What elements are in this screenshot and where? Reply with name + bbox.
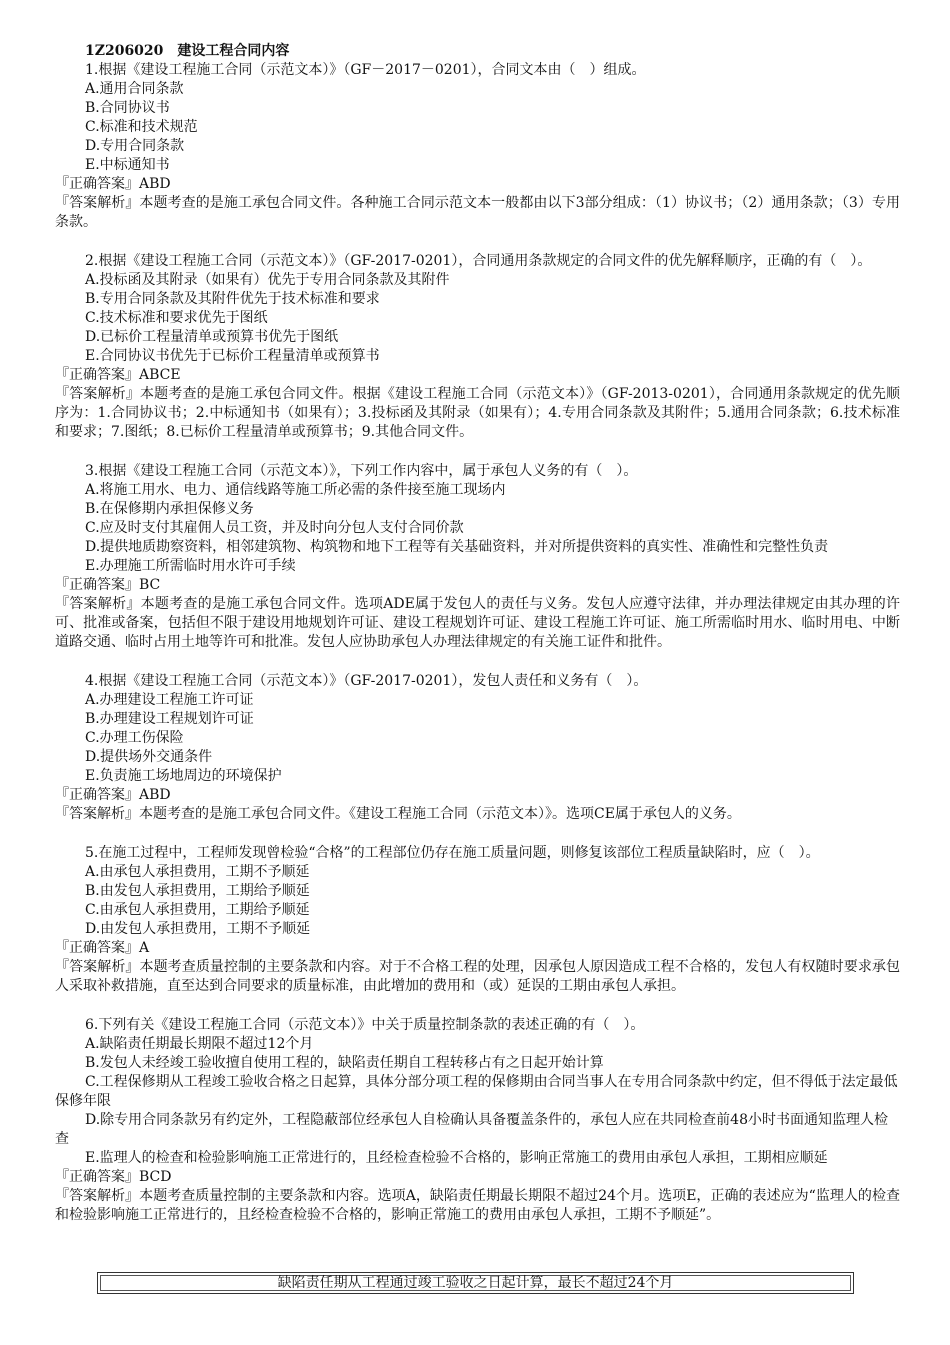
- option-c: C.由承包人承担费用，工期给予顺延: [85, 902, 310, 918]
- question-4: [55, 672, 900, 824]
- correct-answer: 『正确答案』ABCE: [55, 367, 181, 383]
- correct-answer: 『正确答案』BCD: [55, 1169, 172, 1185]
- question-text: 5.在施工过程中，工程师发现曾检验“合格”的工程部位仍存在施工质量问题，则修复该部位工程质量缺陷时，应（ ）。: [85, 845, 820, 861]
- section-code: 1Z206020: [85, 43, 164, 59]
- document-page: [55, 42, 900, 1245]
- option-e: E.合同协议书优先于已标价工程量清单或预算书: [85, 348, 380, 364]
- summary-note-box: 缺陷责任期从工程通过竣工验收之日起计算，最长不超过24个月: [97, 1272, 854, 1294]
- option-a: A.缺陷责任期最长期限不超过12个月: [85, 1036, 314, 1052]
- option-c: C.技术标准和要求优先于图纸: [85, 310, 268, 326]
- option-c: C.工程保修期从工程竣工验收合格之日起算，具体分部分项工程的保修期由合同当事人在专用合同条款中约定，但不得低于法定最低保修年限: [55, 1074, 898, 1109]
- option-b: B.办理建设工程规划许可证: [85, 711, 254, 727]
- option-d: D.由发包人承担费用，工期不予顺延: [85, 921, 311, 937]
- option-d: D.已标价工程量清单或预算书优先于图纸: [85, 329, 339, 345]
- answer-analysis: 『答案解析』本题考查的是施工承包合同文件。选项ADE属于发包人的责任与义务。发包人应遵守法律，并办理法律规定由其办理的许可、批准或备案，包括但不限于建设用地规划许可证、建设工程规划许可证、建设工程施工许可证、施工所需临时用水、临时用电、中断道路交通、临时占用土地等许可和批准。发包人应协助承包人办理法律规定的有关施工证件和批件。: [55, 596, 900, 650]
- question-text: 3.根据《建设工程施工合同（示范文本）》，下列工作内容中，属于承包人义务的有（ ）。: [85, 463, 638, 479]
- option-c: C.应及时支付其雇佣人员工资，并及时向分包人支付合同价款: [85, 520, 464, 536]
- answer-analysis: 『答案解析』本题考查质量控制的主要条款和内容。选项A，缺陷责任期最长期限不超过24个月。选项E，正确的表述应为“监理人的检查和检验影响施工正常进行的，且经检查检验不合格的，影响正常施工的费用由承包人承担，工期不予顺延”。: [55, 1188, 900, 1223]
- option-c: C.标准和技术规范: [85, 119, 198, 135]
- option-a: A.投标函及其附录（如果有）优先于专用合同条款及其附件: [85, 272, 450, 288]
- question-text: 2.根据《建设工程施工合同（示范文本）》（GF-2017-0201），合同通用条款规定的合同文件的优先解释顺序，正确的有（ ）。: [85, 253, 872, 269]
- answer-analysis: 『答案解析』本题考查质量控制的主要条款和内容。对于不合格工程的处理，因承包人原因造成工程不合格的，发包人有权随时要求承包人采取补救措施，直至达到合同要求的质量标准，由此增加的费用和（或）延误的工期由承包人承担。: [55, 959, 900, 994]
- option-a: A.由承包人承担费用，工期不予顺延: [85, 864, 310, 880]
- question-1: [55, 61, 900, 232]
- option-a: A.通用合同条款: [85, 81, 184, 97]
- option-d: D.除专用合同条款另有约定外，工程隐蔽部位经承包人自检确认具备覆盖条件的，承包人应在共同检查前48小时书面通知监理人检查: [55, 1112, 888, 1147]
- correct-answer: 『正确答案』A: [55, 940, 150, 956]
- question-3: [55, 462, 900, 652]
- question-6: [55, 1016, 900, 1225]
- option-b: B.合同协议书: [85, 100, 170, 116]
- answer-analysis: 『答案解析』本题考查的是施工承包合同文件。根据《建设工程施工合同（示范文本）》（GF-2013-0201），合同通用条款规定的优先顺序为：1.合同协议书；2.中标通知书（如果有）；3.投标函及其附录（如果有）；4.专用合同条款及其附件；5.通用合同条款；6.技术标准和要求；7.图纸；8.已标价工程量清单或预算书；9.其他合同文件。: [55, 386, 900, 440]
- question-text: 4.根据《建设工程施工合同（示范文本）》（GF-2017-0201），发包人责任和义务有（ ）。: [85, 673, 648, 689]
- section-name: 建设工程合同内容: [177, 43, 290, 59]
- option-a: A.将施工用水、电力、通信线路等施工所必需的条件接至施工现场内: [85, 482, 506, 498]
- section-title: [85, 42, 900, 61]
- option-b: B.在保修期内承担保修义务: [85, 501, 254, 517]
- question-2: [55, 252, 900, 442]
- question-5: [55, 844, 900, 996]
- option-b: B.发包人未经竣工验收擅自使用工程的，缺陷责任期自工程转移占有之日起开始计算: [85, 1055, 604, 1071]
- option-b: B.专用合同条款及其附件优先于技术标准和要求: [85, 291, 380, 307]
- answer-analysis: 『答案解析』本题考查的是施工承包合同文件。各种施工合同示范文本一般都由以下3部分组成：（1）协议书；（2）通用条款；（3）专用条款。: [55, 195, 900, 230]
- option-c: C.办理工伤保险: [85, 730, 184, 746]
- option-a: A.办理建设工程施工许可证: [85, 692, 254, 708]
- option-e: E.负责施工场地周边的环境保护: [85, 768, 282, 784]
- option-e: E.中标通知书: [85, 157, 170, 173]
- option-e: E.监理人的检查和检验影响施工正常进行的，且经检查检验不合格的，影响正常施工的费用由承包人承担，工期相应顺延: [85, 1150, 828, 1166]
- question-text: 1.根据《建设工程施工合同（示范文本）》（GF－2017－0201），合同文本由（ ）组成。: [85, 62, 646, 78]
- option-b: B.由发包人承担费用，工期给予顺延: [85, 883, 310, 899]
- correct-answer: 『正确答案』ABD: [55, 176, 171, 192]
- option-d: D.提供场外交通条件: [85, 749, 213, 765]
- option-d: D.提供地质勘察资料，相邻建筑物、构筑物和地下工程等有关基础资料，并对所提供资料的真实性、准确性和完整性负责: [85, 539, 829, 555]
- correct-answer: 『正确答案』BC: [55, 577, 161, 593]
- option-e: E.办理施工所需临时用水许可手续: [85, 558, 296, 574]
- correct-answer: 『正确答案』ABD: [55, 787, 171, 803]
- answer-analysis: 『答案解析』本题考查的是施工承包合同文件。《建设工程施工合同（示范文本）》。选项CE属于承包人的义务。: [55, 806, 741, 822]
- question-text: 6.下列有关《建设工程施工合同（示范文本）》中关于质量控制条款的表述正确的有（ ）。: [85, 1017, 645, 1033]
- option-d: D.专用合同条款: [85, 138, 185, 154]
